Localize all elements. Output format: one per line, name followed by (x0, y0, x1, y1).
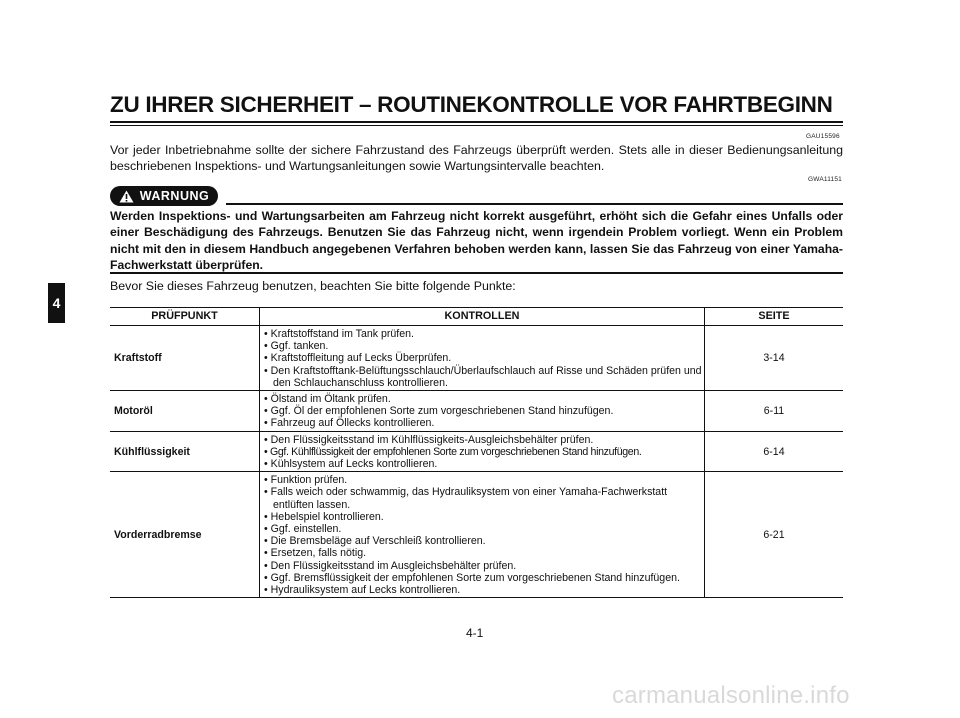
row-point: Vorderradbremse (110, 472, 260, 598)
before-use-text: Bevor Sie dieses Fahrzeug benutzen, beachten Sie bitte folgende Punkte: (110, 279, 516, 293)
check-item: • Falls weich oder schwammig, das Hydrauliksystem von einer Yamaha-Fachwerkstatt entlüften lassen. (264, 486, 704, 510)
check-item: • Ggf. Kühlflüssigkeit der empfohlenen Sorte zum vorgeschriebenen Stand hinzufügen. (264, 446, 704, 458)
check-item: • Ggf. Öl der empfohlenen Sorte zum vorgeschriebenen Stand hinzufügen. (264, 405, 704, 417)
row-page: 3-14 (705, 326, 844, 391)
check-item: • Kraftstoffleitung auf Lecks Überprüfen. (264, 352, 704, 364)
row-checks (260, 431, 705, 472)
check-item: • Hebelspiel kontrollieren. (264, 511, 704, 523)
check-item: • Den Flüssigkeitsstand im Ausgleichsbehälter prüfen. (264, 560, 704, 572)
row-point: Kühlflüssigkeit (110, 431, 260, 472)
check-item: • Ggf. Bremsflüssigkeit der empfohlenen Sorte zum vorgeschriebenen Stand hinzufügen. (264, 572, 704, 584)
check-item: • Den Kraftstofftank-Belüftungsschlauch/Überlaufschlauch auf Risse und Schäden prüfen und den Schlauchanschluss kontrollieren. (264, 365, 704, 389)
row-point: Kraftstoff (110, 326, 260, 391)
row-page: 6-14 (705, 431, 844, 472)
watermark: carmanualsonline.info (612, 682, 850, 709)
warning-rule (226, 203, 843, 205)
title-rule (110, 121, 843, 123)
warning-code: GWA11151 (808, 176, 842, 183)
table-header-row (110, 308, 843, 326)
warning-text: Werden Inspektions- und Wartungsarbeiten am Fahrzeug nicht korrekt ausgeführt, erhöht sich die Gefahr eines Unfalls oder einer Beschädigung des Fahrzeugs. Benutzen Sie das Fahrzeug nicht, wenn irgendein Problem vorliegt. Wenn ein Problem nicht mit den in diesem Handbuch angegebenen Verfahren behoben werden kann, lassen Sie das Fahrzeug von einer Yamaha-Fachwerkstatt überprüfen. (110, 209, 843, 272)
check-item: • Ölstand im Öltank prüfen. (264, 393, 704, 405)
warning-triangle-icon (119, 190, 134, 203)
inspection-table (110, 307, 843, 598)
check-item: • Fahrzeug auf Öllecks kontrollieren. (264, 417, 704, 429)
table-row (110, 391, 843, 432)
page-number: 4-1 (466, 626, 484, 640)
warning-badge (110, 186, 218, 206)
check-item: • Hydrauliksystem auf Lecks kontrollieren. (264, 584, 704, 596)
warning-label: WARNUNG (139, 189, 210, 203)
table-row (110, 431, 843, 472)
check-item: • Ggf. tanken. (264, 340, 704, 352)
title-rule-thin (110, 125, 843, 126)
check-item: • Funktion prüfen. (264, 474, 704, 486)
row-page: 6-11 (705, 391, 844, 432)
check-item: • Kraftstoffstand im Tank prüfen. (264, 328, 704, 340)
check-item: • Den Flüssigkeitsstand im Kühlflüssigkeits-Ausgleichsbehälter prüfen. (264, 434, 704, 446)
check-item: • Ersetzen, falls nötig. (264, 547, 704, 559)
warning-end-rule (110, 272, 843, 274)
check-item: • Die Bremsbeläge auf Verschleiß kontrollieren. (264, 535, 704, 547)
header-page: SEITE (705, 308, 844, 326)
chapter-number: 4 (52, 295, 61, 311)
table-row (110, 472, 843, 598)
check-item: • Kühlsystem auf Lecks kontrollieren. (264, 458, 704, 470)
header-point: PRÜFPUNKT (110, 308, 260, 326)
section-code: GAU15596 (806, 133, 840, 140)
row-checks (260, 326, 705, 391)
header-checks: KONTROLLEN (260, 308, 705, 326)
table-row (110, 326, 843, 391)
chapter-tab (48, 283, 65, 323)
row-checks (260, 391, 705, 432)
row-checks (260, 472, 705, 598)
page-title: ZU IHRER SICHERHEIT – ROUTINEKONTROLLE VOR FAHRTBEGINN (110, 92, 833, 117)
intro-paragraph: Vor jeder Inbetriebnahme sollte der sichere Fahrzustand des Fahrzeugs überprüft werden. Stets alle in dieser Bedienungsanleitung beschriebenen Inspektions- und Wartungsanleitungen sowie Wartungsintervalle beachten. (110, 143, 843, 173)
row-point: Motoröl (110, 391, 260, 432)
row-page: 6-21 (705, 472, 844, 598)
check-item: • Ggf. einstellen. (264, 523, 704, 535)
